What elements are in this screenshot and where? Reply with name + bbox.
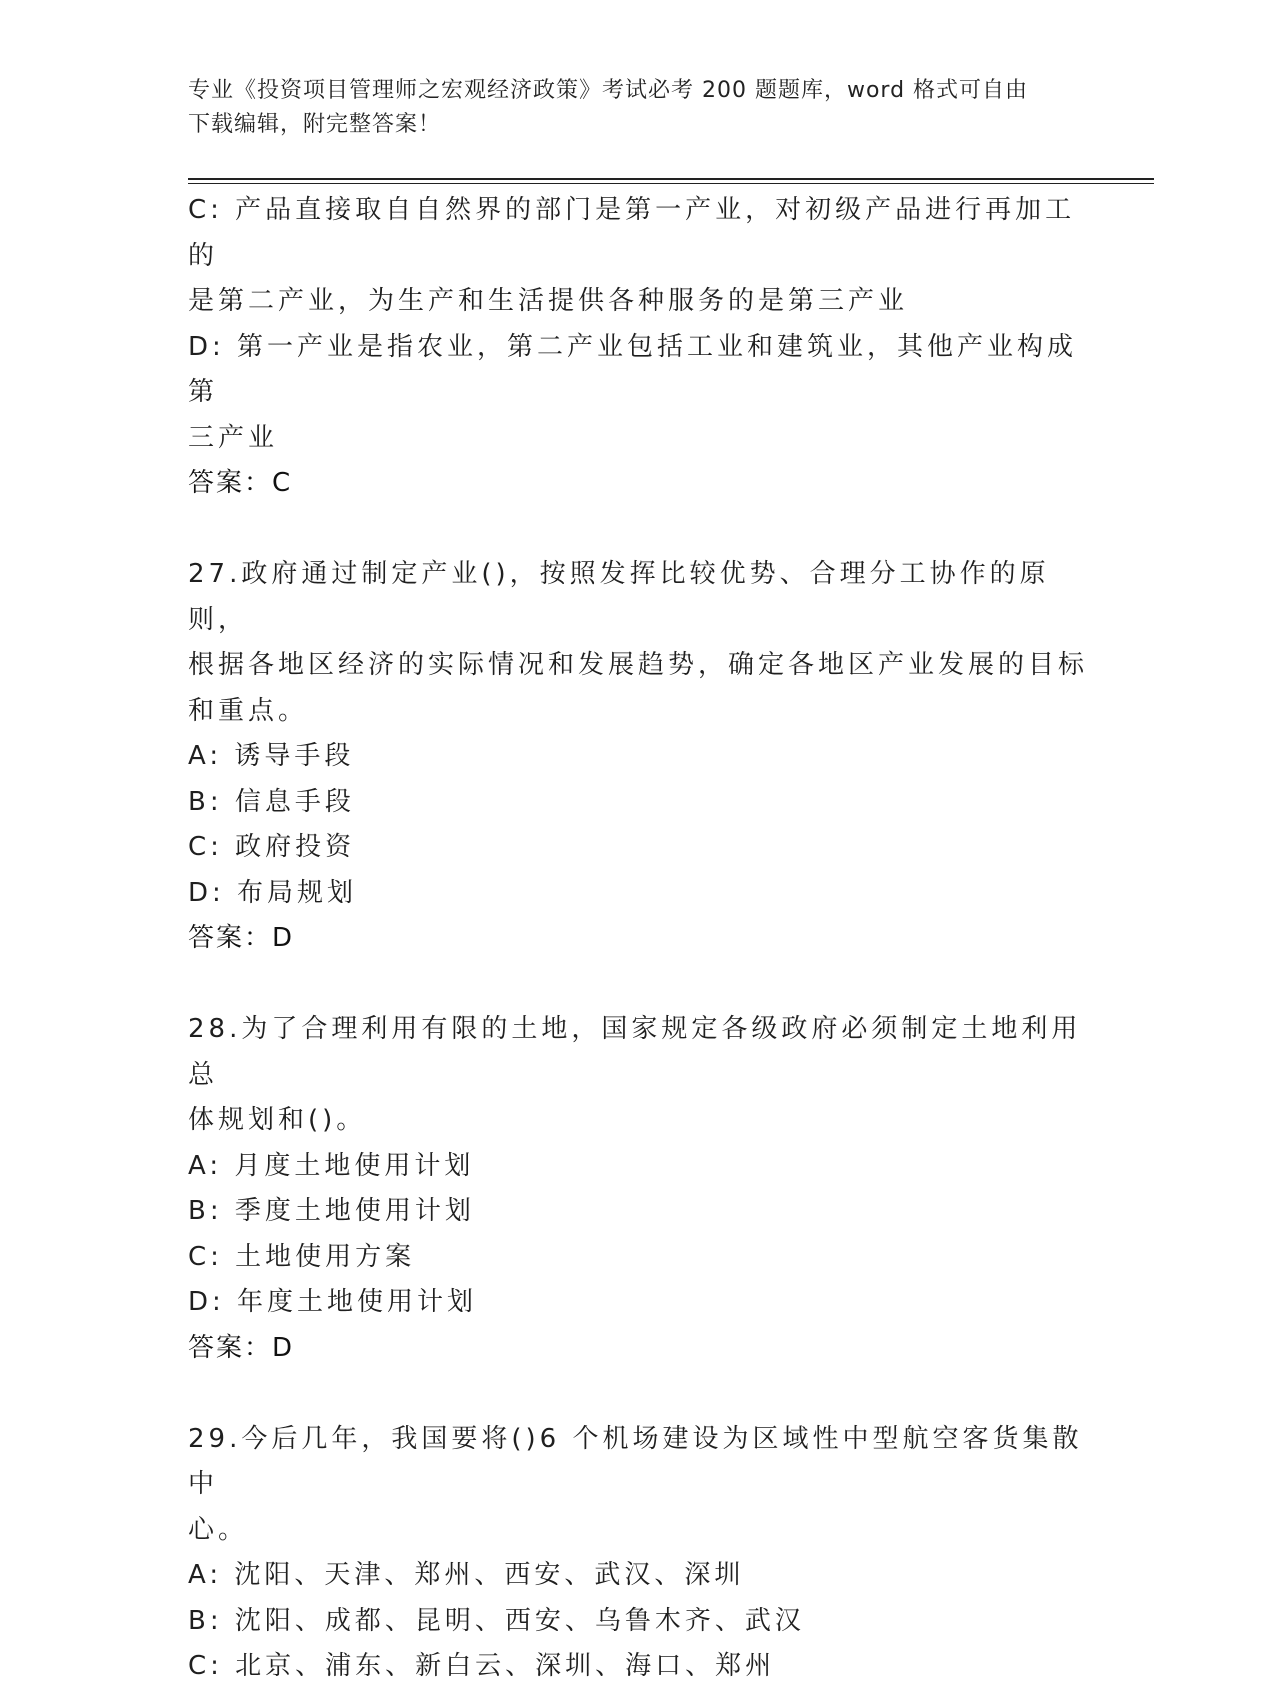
option-d-line-1: D: 第一产业是指农业，第二产业包括工业和建筑业，其他产业构成第 (188, 331, 1078, 407)
answer-line: 答案：D (188, 923, 295, 953)
question-stem-line-1: 27.政府通过制定产业()，按照发挥比较优势、合理分工协作的原则， (188, 559, 1050, 635)
spacer (188, 1371, 1088, 1417)
question-content (188, 188, 1088, 1690)
option-b: B: 季度土地使用计划 (188, 1196, 475, 1226)
question-stem-line-2: 根据各地区经济的实际情况和发展趋势，确定各地区产业发展的目标 (188, 650, 1089, 680)
option-d-line-2: 三产业 (188, 422, 279, 453)
spacer (188, 507, 1088, 553)
question-27-block (188, 552, 1088, 962)
header-line-1: 专业《投资项目管理师之宏观经济政策》考试必考 200 题题库，word 格式可自由 (188, 78, 1029, 103)
question-stem-line-2: 心。 (188, 1514, 249, 1545)
question-stem-line-3: 和重点。 (188, 695, 309, 726)
spacer (188, 962, 1088, 1008)
document-header (188, 74, 1068, 142)
question-29-block (188, 1417, 1088, 1690)
previous-question-block (188, 188, 1088, 507)
option-c-line-1: C: 产品直接取自自然界的部门是第一产业，对初级产品进行再加工的 (188, 195, 1076, 271)
header-rule-thin (188, 183, 1154, 184)
header-rule-thick (188, 178, 1154, 180)
question-stem-line-2: 体规划和()。 (188, 1105, 367, 1135)
question-28-block (188, 1007, 1088, 1371)
answer-line: 答案：C (188, 468, 293, 498)
option-c-line-2: 是第二产业，为生产和生活提供各种服务的是第三产业 (188, 286, 909, 316)
option-a: A: 诱导手段 (188, 741, 355, 771)
option-d: D: 布局规划 (188, 877, 358, 908)
question-stem-line-1: 29.今后几年，我国要将()6 个机场建设为区域性中型航空客货集散中 (188, 1423, 1083, 1499)
option-c: C: 土地使用方案 (188, 1241, 416, 1272)
option-b: B: 信息手段 (188, 786, 355, 817)
answer-line: 答案：D (188, 1332, 295, 1363)
option-a: A: 月度土地使用计划 (188, 1150, 475, 1181)
option-b: B: 沈阳、成都、昆明、西安、乌鲁木齐、武汉 (188, 1605, 805, 1636)
header-line-2: 下载编辑，附完整答案！ (188, 112, 442, 137)
option-d: D: 年度土地使用计划 (188, 1287, 478, 1317)
option-c: C: 北京、浦东、新白云、深圳、海口、郑州 (188, 1651, 776, 1681)
option-c: C: 政府投资 (188, 832, 356, 862)
question-stem-line-1: 28.为了合理利用有限的土地，国家规定各级政府必须制定土地利用总 (188, 1014, 1082, 1090)
option-a: A: 沈阳、天津、郑州、西安、武汉、深圳 (188, 1560, 745, 1590)
